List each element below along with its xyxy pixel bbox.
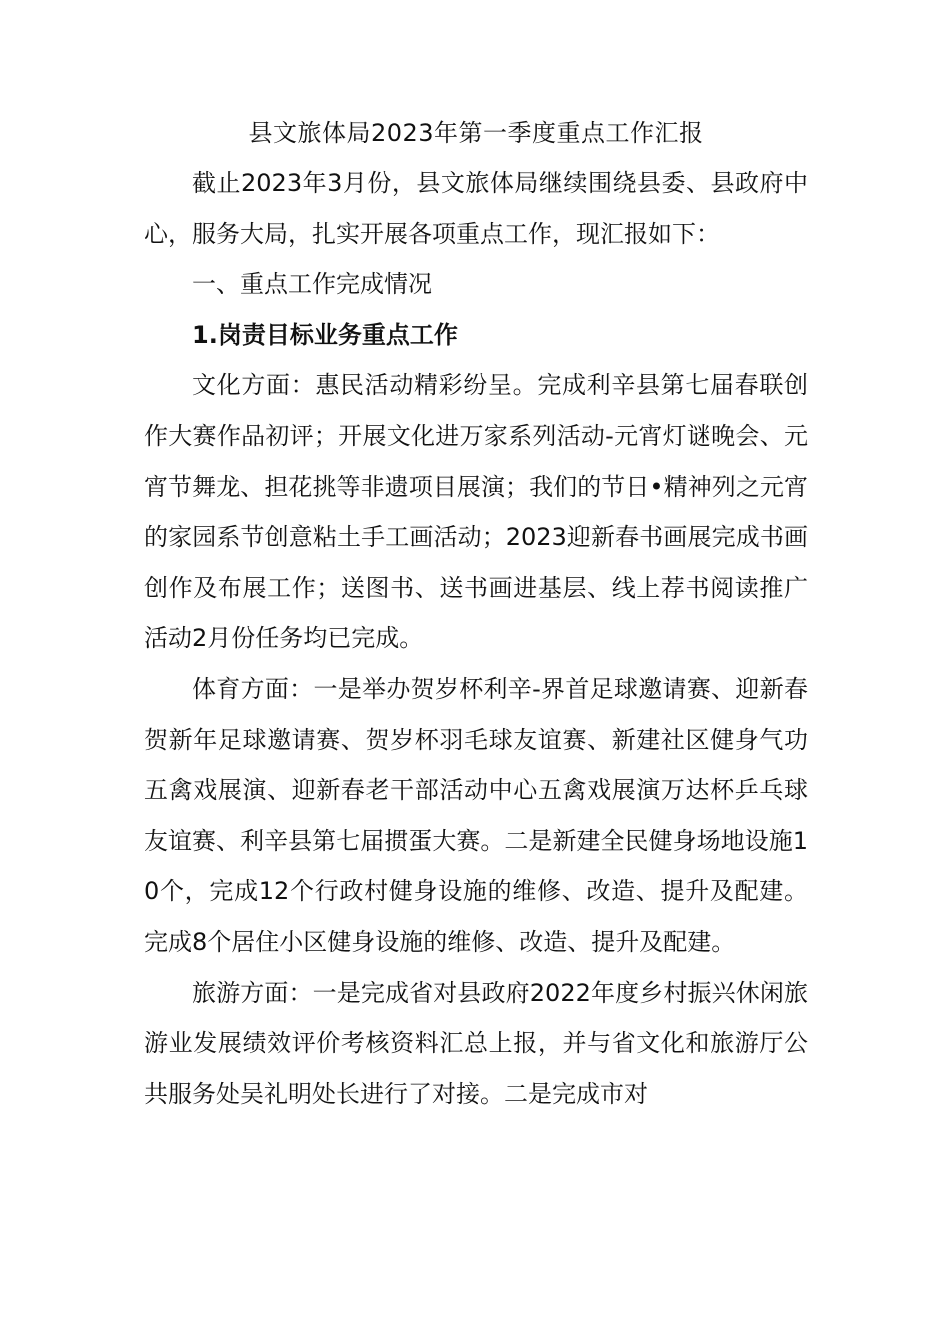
document-title: 县文旅体局2023年第一季度重点工作汇报 — [248, 119, 704, 147]
sports-paragraph: 体育方面：一是举办贺岁杯利辛-界首足球邀请赛、迎新春贺新年足球邀请赛、贺岁杯羽毛球友谊赛、新建社区健身气功五禽戏展演、迎新春老干部活动中心五禽戏展演万达杯乒乓球友谊赛、利辛县第七届掼蛋大赛。二是新建全民健身场地设施10个，完成12个行政村健身设施的维修、改造、提升及配建。完成8个居住小区健身设施的维修、改造、提升及配建。 — [144, 674, 808, 956]
document-body — [144, 108, 808, 1119]
tourism-paragraph: 旅游方面：一是完成省对县政府2022年度乡村振兴休闲旅游业发展绩效评价考核资料汇总上报，并与省文化和旅游厅公共服务处吴礼明处长进行了对接。二是完成市对 — [144, 978, 808, 1108]
intro-paragraph: 截止2023年3月份，县文旅体局继续围绕县委、县政府中心，服务大局，扎实开展各项重点工作，现汇报如下： — [144, 169, 808, 248]
culture-paragraph: 文化方面：惠民活动精彩纷呈。完成利辛县第七届春联创作大赛作品初评；开展文化进万家系列活动-元宵灯谜晚会、元宵节舞龙、担花挑等非遗项目展演；我们的节日•精神列之元宵的家园系节创意粘土手工画活动；2023迎新春书画展完成书画创作及布展工作；送图书、送书画进基层、线上荐书阅读推广活动2月份任务均已完成。 — [144, 371, 808, 653]
section-heading: 一、重点工作完成情况 — [192, 270, 432, 299]
subsection-heading: 1.岗责目标业务重点工作 — [192, 320, 458, 349]
